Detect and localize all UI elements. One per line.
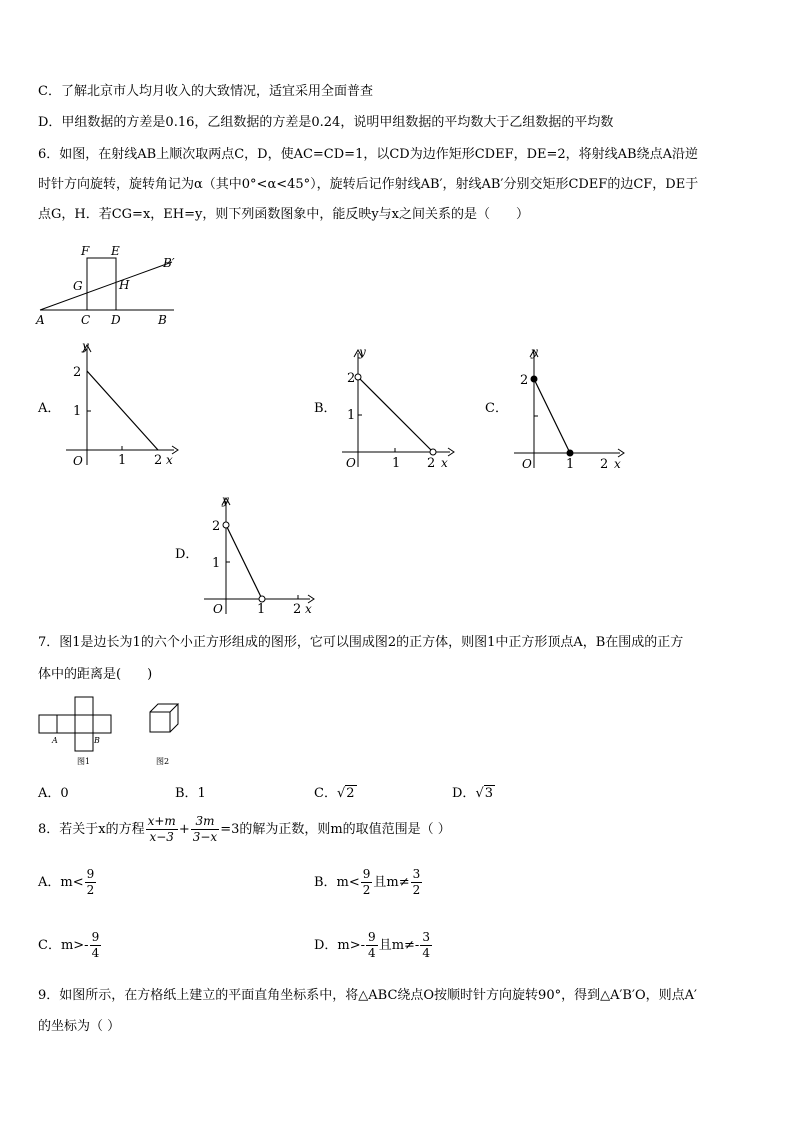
y-tick-2: 2 bbox=[520, 373, 529, 388]
axis-y-label: y bbox=[531, 345, 538, 359]
denominator: 2 bbox=[412, 883, 421, 897]
q6-option-a-label: A． bbox=[38, 401, 61, 416]
q8-stem-prefix: 8．若关于x的方程 bbox=[38, 822, 145, 837]
q8-fraction-2 bbox=[191, 814, 219, 845]
q7-option-a: A．0 bbox=[38, 786, 69, 801]
q8-option-d-mid: 且m≠- bbox=[378, 938, 420, 953]
label-D: D bbox=[111, 313, 121, 327]
axis-x-label: x bbox=[166, 453, 173, 467]
numerator: 9 bbox=[362, 867, 371, 881]
axis-y-label: y bbox=[82, 340, 89, 353]
q8-option-d-fraction-2 bbox=[420, 930, 432, 961]
denominator: 2 bbox=[362, 883, 371, 897]
denominator: 4 bbox=[91, 946, 100, 960]
x-tick-2: 2 bbox=[293, 602, 302, 617]
q7-figure-1-net bbox=[36, 693, 116, 768]
axis-x-label: x bbox=[305, 602, 312, 616]
origin-label: O bbox=[522, 457, 532, 470]
y-tick-1: 1 bbox=[347, 408, 356, 423]
q8-option-c-prefix: C．m>- bbox=[38, 938, 89, 953]
q7-option-c-prefix: C． bbox=[314, 786, 337, 801]
q6-graph-d bbox=[198, 488, 323, 618]
denominator: 2 bbox=[86, 883, 95, 897]
axis-x-label: x bbox=[614, 457, 621, 470]
denominator: 4 bbox=[368, 946, 376, 960]
q6-option-b-label: B． bbox=[314, 401, 337, 416]
q8-plus: + bbox=[178, 822, 190, 837]
q8-option-d bbox=[314, 930, 433, 961]
q8-f1-numerator: x+m bbox=[147, 814, 176, 828]
x-tick-1: 1 bbox=[257, 602, 266, 617]
q7-stem-line1: 7．图1是边长为1的六个小正方形组成的图形，它可以围成图2的正方体，则图1中正方形顶点A，B在围成的正方 bbox=[38, 635, 684, 650]
label-A: A bbox=[36, 313, 45, 327]
y-tick-2: 2 bbox=[73, 365, 82, 380]
point-a-label: A bbox=[52, 736, 58, 745]
axis-x-label: x bbox=[441, 456, 448, 470]
numerator: 9 bbox=[86, 867, 95, 881]
fig1-caption: 图1 bbox=[77, 757, 91, 766]
q8-option-b-mid: 且m≠ bbox=[373, 875, 410, 890]
q8-option-c bbox=[38, 930, 102, 961]
q8-stem bbox=[38, 814, 451, 845]
label-G: G bbox=[73, 279, 83, 293]
q8-f2-denominator: 3−x bbox=[192, 830, 218, 844]
q8-option-c-fraction bbox=[90, 930, 102, 961]
fig2-caption: 图2 bbox=[156, 757, 170, 766]
q6-option-d-label: D． bbox=[175, 547, 199, 562]
y-tick-1: 1 bbox=[73, 404, 82, 419]
q9-stem-line1: 9．如图所示，在方格纸上建立的平面直角坐标系中，将△ABC绕点O按顺时针方向旋转90°，得到△A′B′O，则点A′ bbox=[38, 988, 697, 1003]
sqrt-symbol: √3 bbox=[475, 786, 494, 801]
q8-option-a-prefix: A．m< bbox=[38, 875, 84, 890]
q5-option-c: C．了解北京市人均月收入的大致情况，适宜采用全面普查 bbox=[38, 84, 373, 99]
q6-option-c-label: C． bbox=[485, 401, 508, 416]
q6-geometry-figure bbox=[32, 240, 192, 330]
x-tick-2: 2 bbox=[427, 456, 436, 470]
q7-option-b: B．1 bbox=[175, 786, 206, 801]
q6-graph-b bbox=[336, 340, 461, 470]
q8-stem-suffix: =3的解为正数，则m的取值范围是（ ） bbox=[220, 822, 451, 837]
sqrt-symbol: √2 bbox=[336, 786, 355, 801]
label-B-prime: B′ bbox=[163, 256, 175, 270]
x-tick-2: 2 bbox=[600, 457, 609, 470]
x-tick-1: 1 bbox=[566, 457, 575, 470]
numerator: 9 bbox=[91, 930, 100, 944]
q6-graph-c bbox=[508, 340, 633, 470]
x-tick-1: 1 bbox=[118, 453, 127, 468]
q5-option-d: D．甲组数据的方差是0.16，乙组数据的方差是0.24，说明甲组数据的平均数大于乙组数据的平均数 bbox=[38, 115, 614, 130]
point-b-label: B bbox=[94, 736, 100, 745]
q7-option-d-prefix: D． bbox=[452, 786, 476, 801]
x-tick-2: 2 bbox=[154, 453, 163, 468]
label-B: B bbox=[158, 313, 167, 327]
x-tick-1: 1 bbox=[392, 456, 401, 470]
q7-option-d bbox=[452, 786, 495, 802]
q7-option-d-radicand: 3 bbox=[484, 786, 494, 801]
q8-option-a-fraction bbox=[85, 867, 97, 898]
numerator: 3 bbox=[422, 930, 430, 944]
q8-option-b-prefix: B．m< bbox=[314, 875, 360, 890]
q6-graph-a bbox=[60, 340, 185, 470]
q8-option-a bbox=[38, 867, 97, 898]
y-tick-2: 2 bbox=[212, 519, 221, 534]
q6-stem-line1: 6．如图，在射线AB上顺次取两点C，D，使AC=CD=1，以CD为边作矩形CDEF，DE=2，将射线AB绕点A沿逆 bbox=[38, 147, 698, 162]
q8-option-d-prefix: D．m>- bbox=[314, 938, 366, 953]
q6-stem-line2: 时针方向旋转，旋转角记为α（其中0°<α<45°），旋转后记作射线AB′，射线AB′分别交矩形CDEF的边CF，DE于 bbox=[38, 177, 699, 192]
origin-label: O bbox=[346, 456, 356, 470]
y-tick-1: 1 bbox=[212, 556, 221, 571]
label-H: H bbox=[119, 278, 130, 292]
origin-label: O bbox=[213, 602, 223, 616]
label-C: C bbox=[81, 313, 91, 327]
q8-f2-numerator: 3m bbox=[191, 814, 219, 830]
label-F: F bbox=[81, 244, 90, 258]
q6-stem-line3: 点G，H．若CG=x，EH=y，则下列函数图象中，能反映y与x之间关系的是（ ） bbox=[38, 207, 530, 222]
numerator: 3 bbox=[412, 867, 421, 881]
q9-stem-line2: 的坐标为（ ） bbox=[38, 1019, 121, 1034]
q8-option-b-fraction-1 bbox=[361, 867, 373, 898]
q8-option-b-fraction-2 bbox=[411, 867, 423, 898]
denominator: 4 bbox=[422, 946, 430, 960]
axis-y-label: y bbox=[222, 493, 229, 507]
numerator: 9 bbox=[368, 930, 376, 944]
q8-f1-denominator: x−3 bbox=[149, 830, 174, 844]
q7-option-c-radicand: 2 bbox=[346, 786, 355, 801]
label-E: E bbox=[111, 244, 120, 258]
origin-label: O bbox=[73, 454, 83, 468]
q7-stem-line2: 体中的距离是( ) bbox=[38, 667, 153, 682]
q8-option-d-fraction-1 bbox=[366, 930, 378, 961]
q8-option-b bbox=[314, 867, 423, 898]
q7-figure-2-cube bbox=[146, 700, 186, 768]
y-tick-2: 2 bbox=[347, 371, 356, 386]
q8-fraction-1 bbox=[146, 814, 178, 845]
axis-y-label: y bbox=[359, 345, 366, 359]
q7-option-c bbox=[314, 786, 357, 802]
